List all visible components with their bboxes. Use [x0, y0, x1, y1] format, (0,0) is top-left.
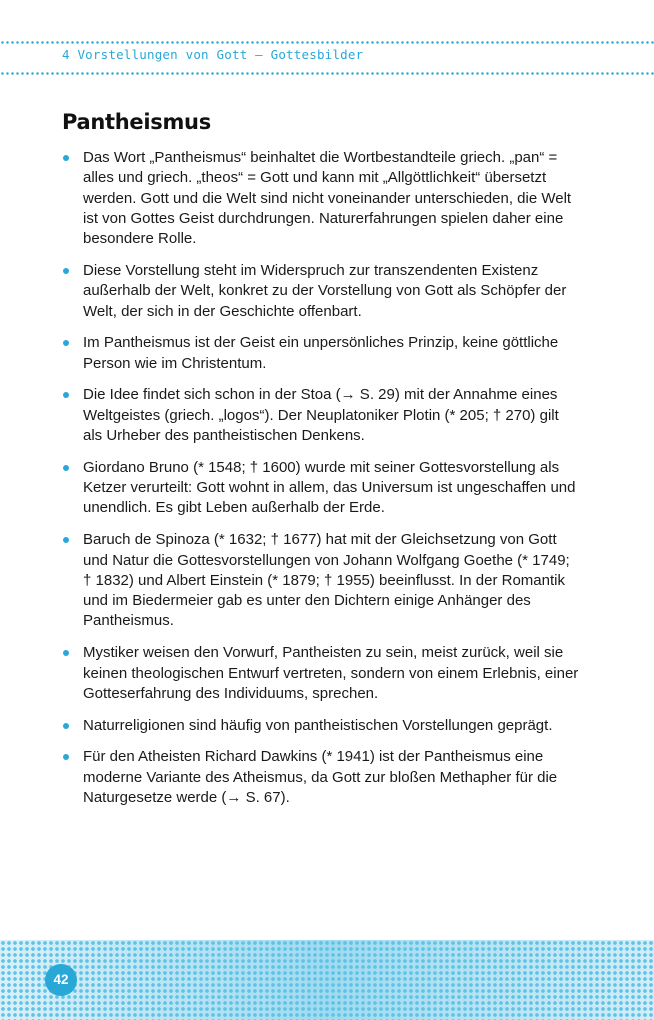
header-dotted-rule-top [0, 41, 654, 44]
header-dotted-rule-bottom [0, 72, 654, 75]
list-item [62, 747, 582, 808]
list-item [62, 385, 582, 446]
running-head: 4 Vorstellungen von Gott – Gottesbilder [62, 47, 364, 62]
section-title: Pantheismus [62, 110, 211, 134]
bullet-dot-icon [63, 268, 69, 274]
bullet-text: Das Wort „Pantheismus“ beinhaltet die Wortbestandteile griech. „pan“ = alles und griech. „theos“ = Gott und kann mit „Allgöttlichkeit“ übersetzt werden. Gott und die Welt sind nicht voneinander unterschieden, die Welt ist von Gottes Geist durchdrungen. Naturerfahrungen spielen daher eine besondere Rolle. [83, 149, 572, 248]
bullet-text: Mystiker weisen den Vorwurf, Pantheisten zu sein, meist zurück, weil sie keinen theologischen Entwurf vertreten, sondern von einem Erlebnis, einer Gotteserfahrung des Individuums, sprechen. [83, 644, 579, 702]
bullet-list [62, 148, 582, 820]
list-item [62, 148, 582, 249]
bullet-text: Diese Vorstellung steht im Widerspruch zur transzendenten Existenz außerhalb der Welt, konkret zu der Vorstellung von Gott als Schöpfer der Welt, der sich in der Geschichte offenbart. [83, 261, 567, 320]
list-item [62, 643, 582, 704]
bullet-text: Naturreligionen sind häufig von pantheistischen Vorstellungen geprägt. [83, 716, 553, 734]
bullet-dot-icon [63, 340, 69, 346]
bullet-text: Baruch de Spinoza (* 1632; † 1677) hat mit der Gleichsetzung von Gott und Natur die Gottesvorstellungen von Johann Wolfgang Goethe (* 1749; † 1832) und Albert Einstein (* 1879; † 1955) beeinflusst. In der Romantik und im Biedermeier gab es unter den Dichtern einige Anhänger des Pantheismus. [83, 531, 570, 630]
bullet-dot-icon [63, 537, 69, 543]
bullet-dot-icon [63, 650, 69, 656]
list-item [62, 716, 582, 736]
bullet-dot-icon [63, 155, 69, 161]
bullet-dot-icon [63, 392, 69, 398]
page-number-badge: 42 [45, 964, 77, 996]
list-item [62, 458, 582, 519]
bullet-text: Die Idee findet sich schon in der Stoa (→ S. 29) mit der Annahme eines Weltgeistes (griech. „logos“). Der Neuplatoniker Plotin (* 205; † 270) gilt als Urheber des pantheistischen Denkens. [83, 386, 559, 445]
bullet-dot-icon [63, 754, 69, 760]
list-item [62, 333, 582, 374]
list-item [62, 530, 582, 631]
bullet-dot-icon [63, 465, 69, 471]
bullet-dot-icon [63, 723, 69, 729]
bullet-text: Für den Atheisten Richard Dawkins (* 1941) ist der Pantheismus eine moderne Variante des Atheismus, da Gott zur bloßen Methapher für die Naturgesetze werde (→ S. 67). [83, 748, 558, 807]
bullet-text: Im Pantheismus ist der Geist ein unpersönliches Prinzip, keine göttliche Person wie im Christentum. [83, 334, 559, 372]
bullet-text: Giordano Bruno (* 1548; † 1600) wurde mit seiner Gottesvorstellung als Ketzer verurteilt: Gott wohnt in allem, das Universum ist ungeschaffen und unendlich. Es gibt Leben außerhalb der Erde. [83, 458, 576, 517]
footer-halftone-band [0, 940, 654, 1020]
list-item [62, 261, 582, 322]
